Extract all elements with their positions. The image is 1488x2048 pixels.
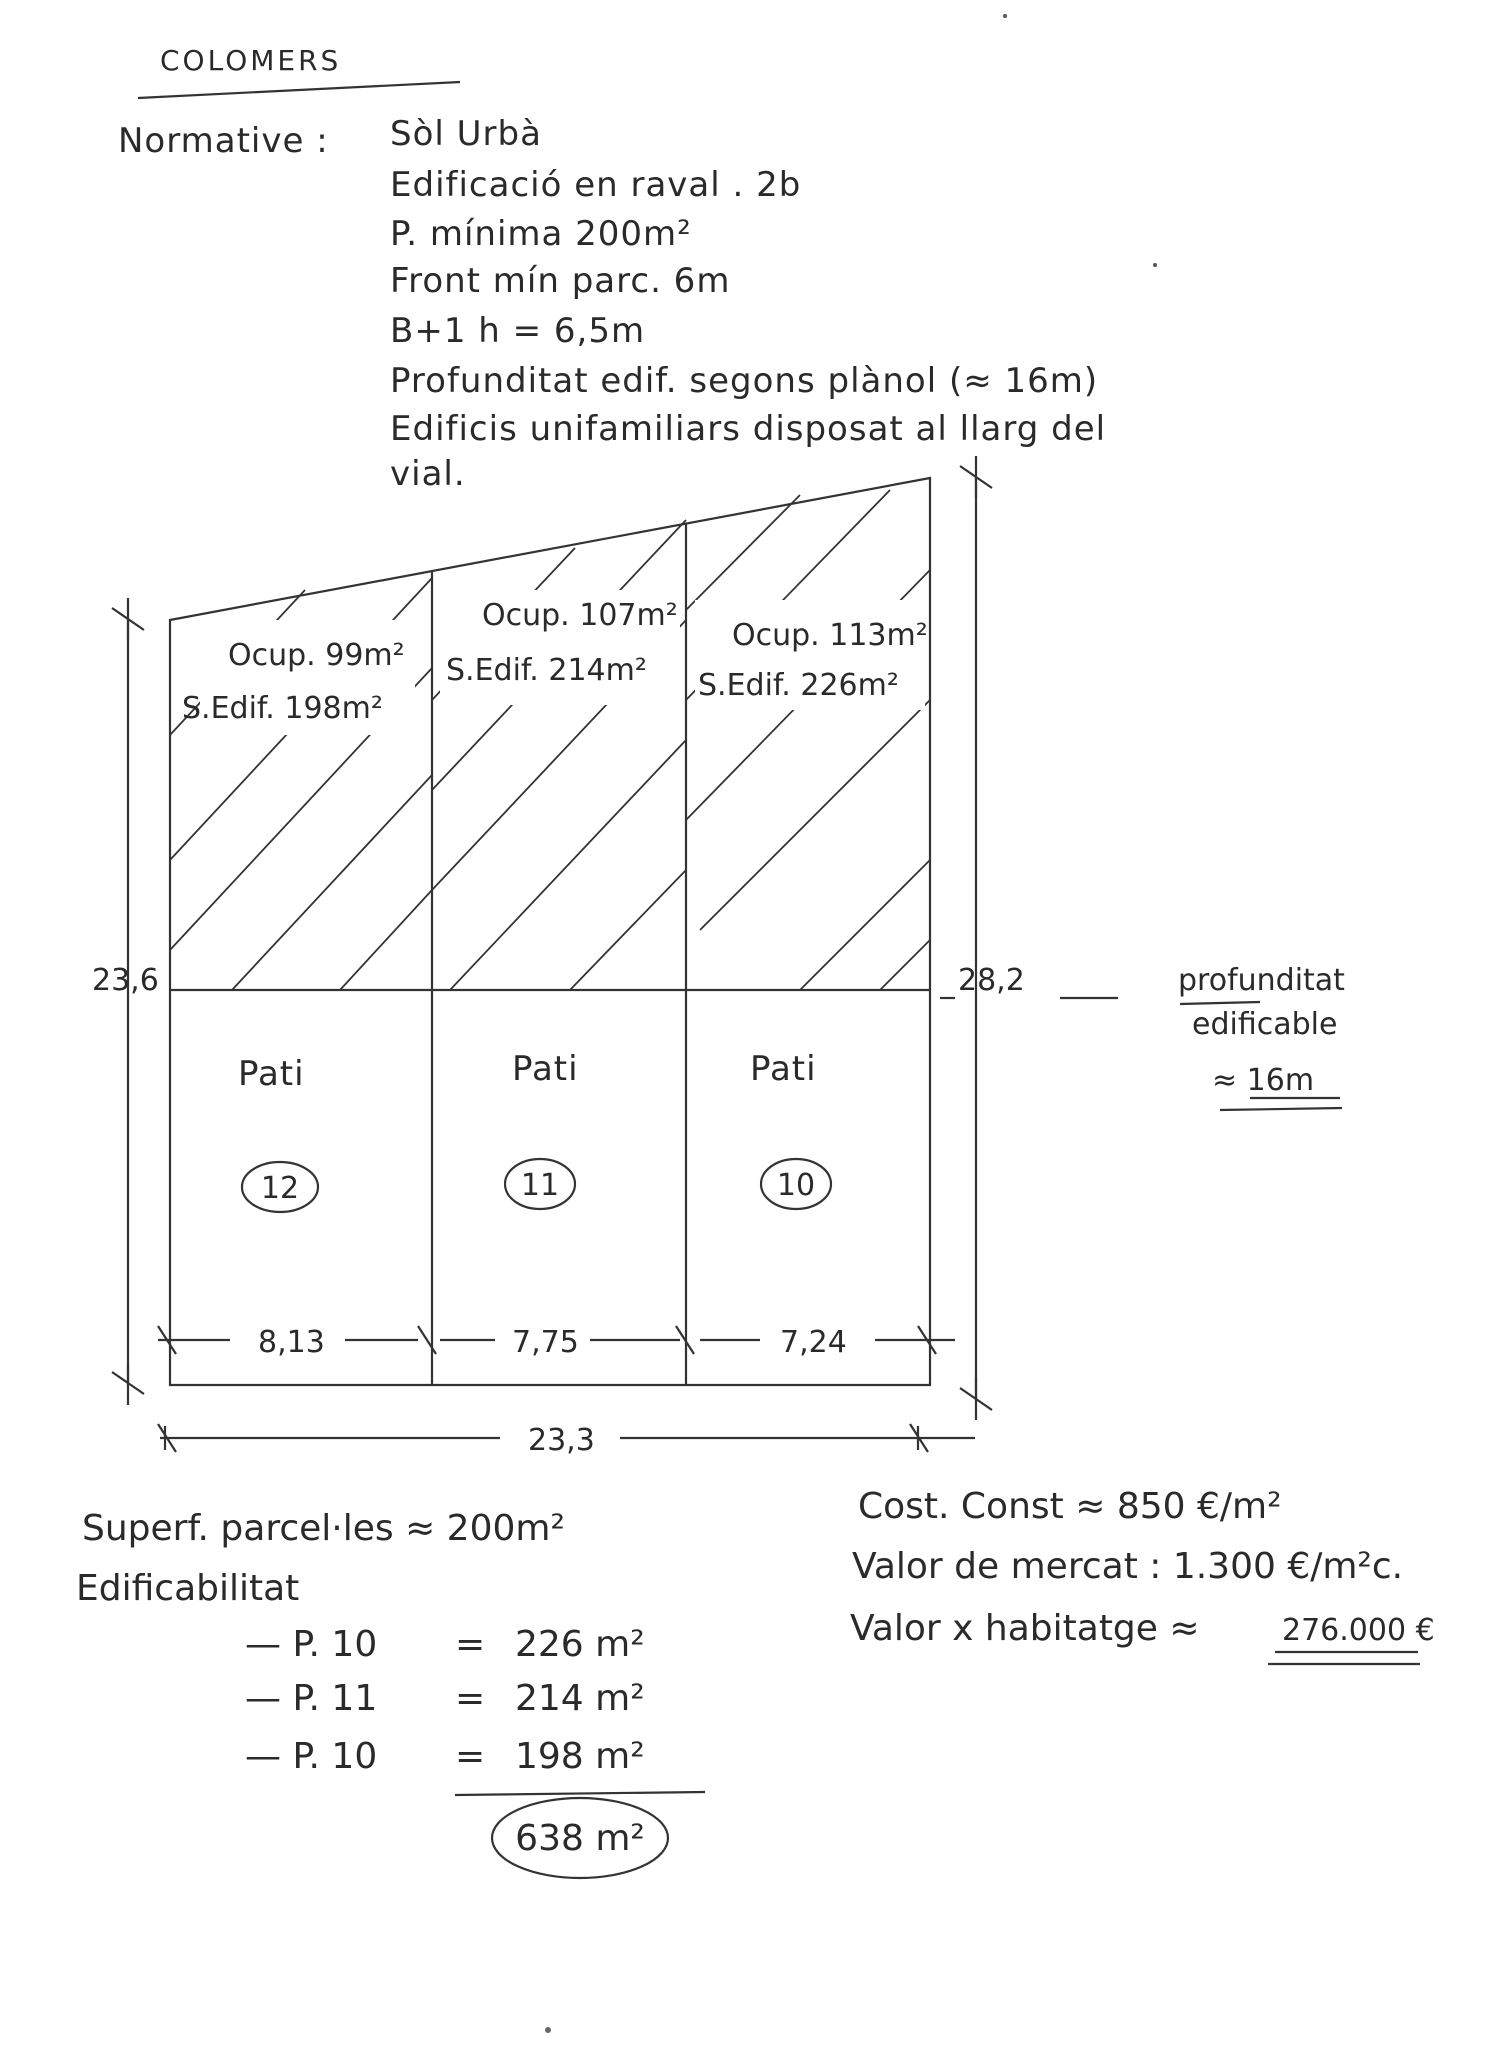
valor-underline <box>1268 1652 1420 1664</box>
summary-row-eq: = <box>455 1624 486 1665</box>
plot-width-label: 7,75 <box>512 1325 579 1360</box>
ocupacio-label: Ocup. 99m² <box>228 638 405 673</box>
valor-habitatge-value: 276.000 € <box>1282 1613 1435 1648</box>
left-depth-label: 23,6 <box>92 963 159 998</box>
title-underline <box>138 82 460 98</box>
summary-row-eq: = <box>455 1736 486 1777</box>
ocupacio-label: Ocup. 113m² <box>732 618 928 653</box>
normative-lines <box>390 114 1106 494</box>
pati-label: Pati <box>512 1049 579 1089</box>
normative-line: vial. <box>390 454 466 494</box>
ocupacio-label: Ocup. 107m² <box>482 598 678 633</box>
normative-line: Profunditat edif. segons plànol (≈ 16m) <box>390 361 1099 401</box>
plot-12 <box>182 620 415 1212</box>
normative-line: Front mín parc. 6m <box>390 261 731 301</box>
page-title: COLOMERS <box>160 44 342 77</box>
plot-number: 10 <box>776 1168 816 1203</box>
normative-line: P. mínima 200m² <box>390 214 692 254</box>
pati-label: Pati <box>238 1054 305 1094</box>
normative-line: Edificis unifamiliars disposat al llarg del <box>390 409 1107 449</box>
summary-row-value: 214 m² <box>515 1678 645 1719</box>
normative-label: Normative : <box>118 121 329 161</box>
total-value: 638 m² <box>515 1818 645 1859</box>
superficie-label: Superf. parcel·les ≈ 200m² <box>82 1508 565 1549</box>
plot-number: 11 <box>520 1168 560 1203</box>
building-hatch <box>170 490 930 990</box>
cost-line: Cost. Const ≈ 850 €/m² <box>858 1486 1282 1527</box>
profunditat-line: profunditat <box>1178 963 1345 998</box>
plot-number: 12 <box>260 1171 300 1206</box>
normative-line: B+1 h = 6,5m <box>390 311 646 351</box>
summary-row-name: — P. 10 <box>245 1736 378 1777</box>
profunditat-line: edificable <box>1192 1007 1338 1042</box>
normative-line: Sòl Urbà <box>390 114 542 154</box>
sostre-edificable-label: S.Edif. 214m² <box>446 653 647 688</box>
profunditat-line: ≈ 16m <box>1212 1063 1315 1098</box>
summary-row-eq: = <box>455 1678 486 1719</box>
total-width-label: 23,3 <box>528 1423 595 1458</box>
summary-row-name: — P. 11 <box>245 1678 378 1719</box>
sostre-edificable-label: S.Edif. 198m² <box>182 691 383 726</box>
plot-width-label: 8,13 <box>258 1325 325 1360</box>
right-depth-label: 28,2 <box>958 963 1025 998</box>
summary-row-value: 226 m² <box>515 1624 645 1665</box>
cost-line: Valor x habitatge ≈ <box>850 1608 1200 1649</box>
summary-row-value: 198 m² <box>515 1736 645 1777</box>
profunditat-note <box>1178 963 1345 1110</box>
cost-block <box>850 1486 1435 1664</box>
plot-width-label: 7,24 <box>780 1325 847 1360</box>
cost-line: Valor de mercat : 1.300 €/m²c. <box>852 1546 1404 1587</box>
edificabilitat-label: Edificabilitat <box>76 1568 300 1609</box>
pati-label: Pati <box>750 1049 817 1089</box>
normative-line: Edificació en raval . 2b <box>390 165 802 205</box>
summary-block <box>76 1508 705 1878</box>
sostre-edificable-label: S.Edif. 226m² <box>698 668 899 703</box>
plot-plan <box>170 478 930 1385</box>
plot-11 <box>440 590 680 1209</box>
plot-10 <box>695 600 928 1209</box>
sum-line <box>455 1792 705 1795</box>
summary-row-name: — P. 10 <box>245 1624 378 1665</box>
